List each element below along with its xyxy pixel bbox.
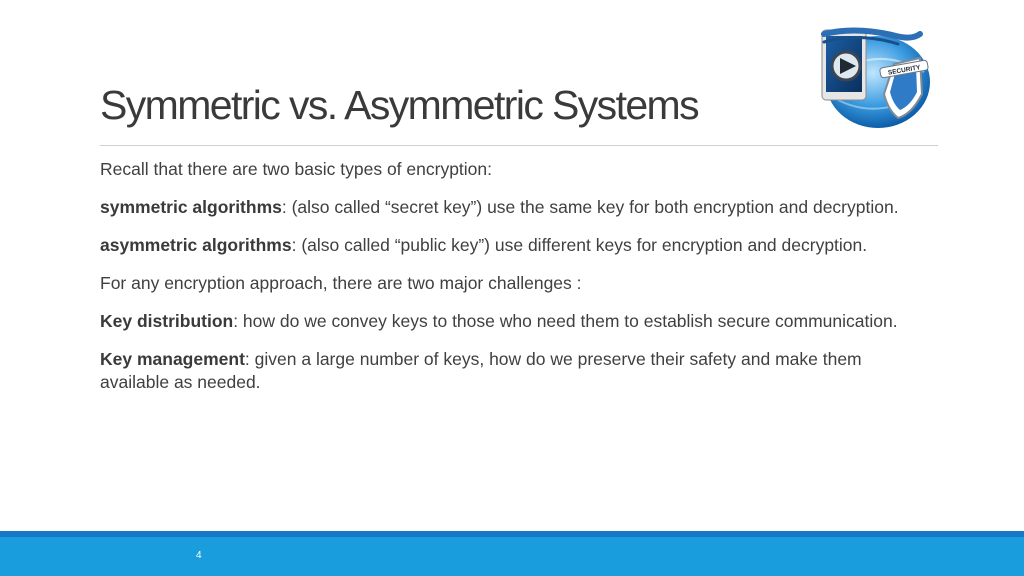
intro-paragraph: [100, 158, 920, 181]
intro-text: Recall that there are two basic types of encryption:: [100, 159, 493, 179]
distribution-paragraph: [100, 310, 920, 333]
logo-text: SECURITY: [887, 64, 922, 77]
distribution-term: Key distribution: [100, 311, 234, 331]
asymmetric-paragraph: [100, 234, 920, 257]
challenges-text: For any encryption approach, there are two major challenges :: [100, 273, 582, 293]
management-paragraph: [100, 348, 920, 394]
management-term: Key management: [100, 349, 245, 369]
page-number: 4: [196, 550, 202, 561]
symmetric-paragraph: [100, 196, 920, 219]
management-text: : given a large number of keys, how do we preserve their safety and make them available as needed.: [100, 349, 862, 392]
symmetric-term: symmetric algorithms: [100, 197, 282, 217]
asymmetric-text: : (also called “public key”) use different keys for encryption and decryption.: [291, 235, 868, 255]
slide-body: [100, 158, 920, 409]
challenges-paragraph: [100, 272, 920, 295]
symmetric-text: : (also called “secret key”) use the same key for both encryption and decryption.: [281, 197, 899, 217]
asymmetric-term: asymmetric algorithms: [100, 235, 292, 255]
slide-title: Symmetric vs. Asymmetric Systems: [100, 82, 699, 128]
footer-bar: [0, 537, 1024, 576]
title-divider: [100, 145, 938, 146]
distribution-text: : how do we convey keys to those who need them to establish secure communication.: [233, 311, 898, 331]
security-shield-laptop-icon: [816, 24, 934, 132]
